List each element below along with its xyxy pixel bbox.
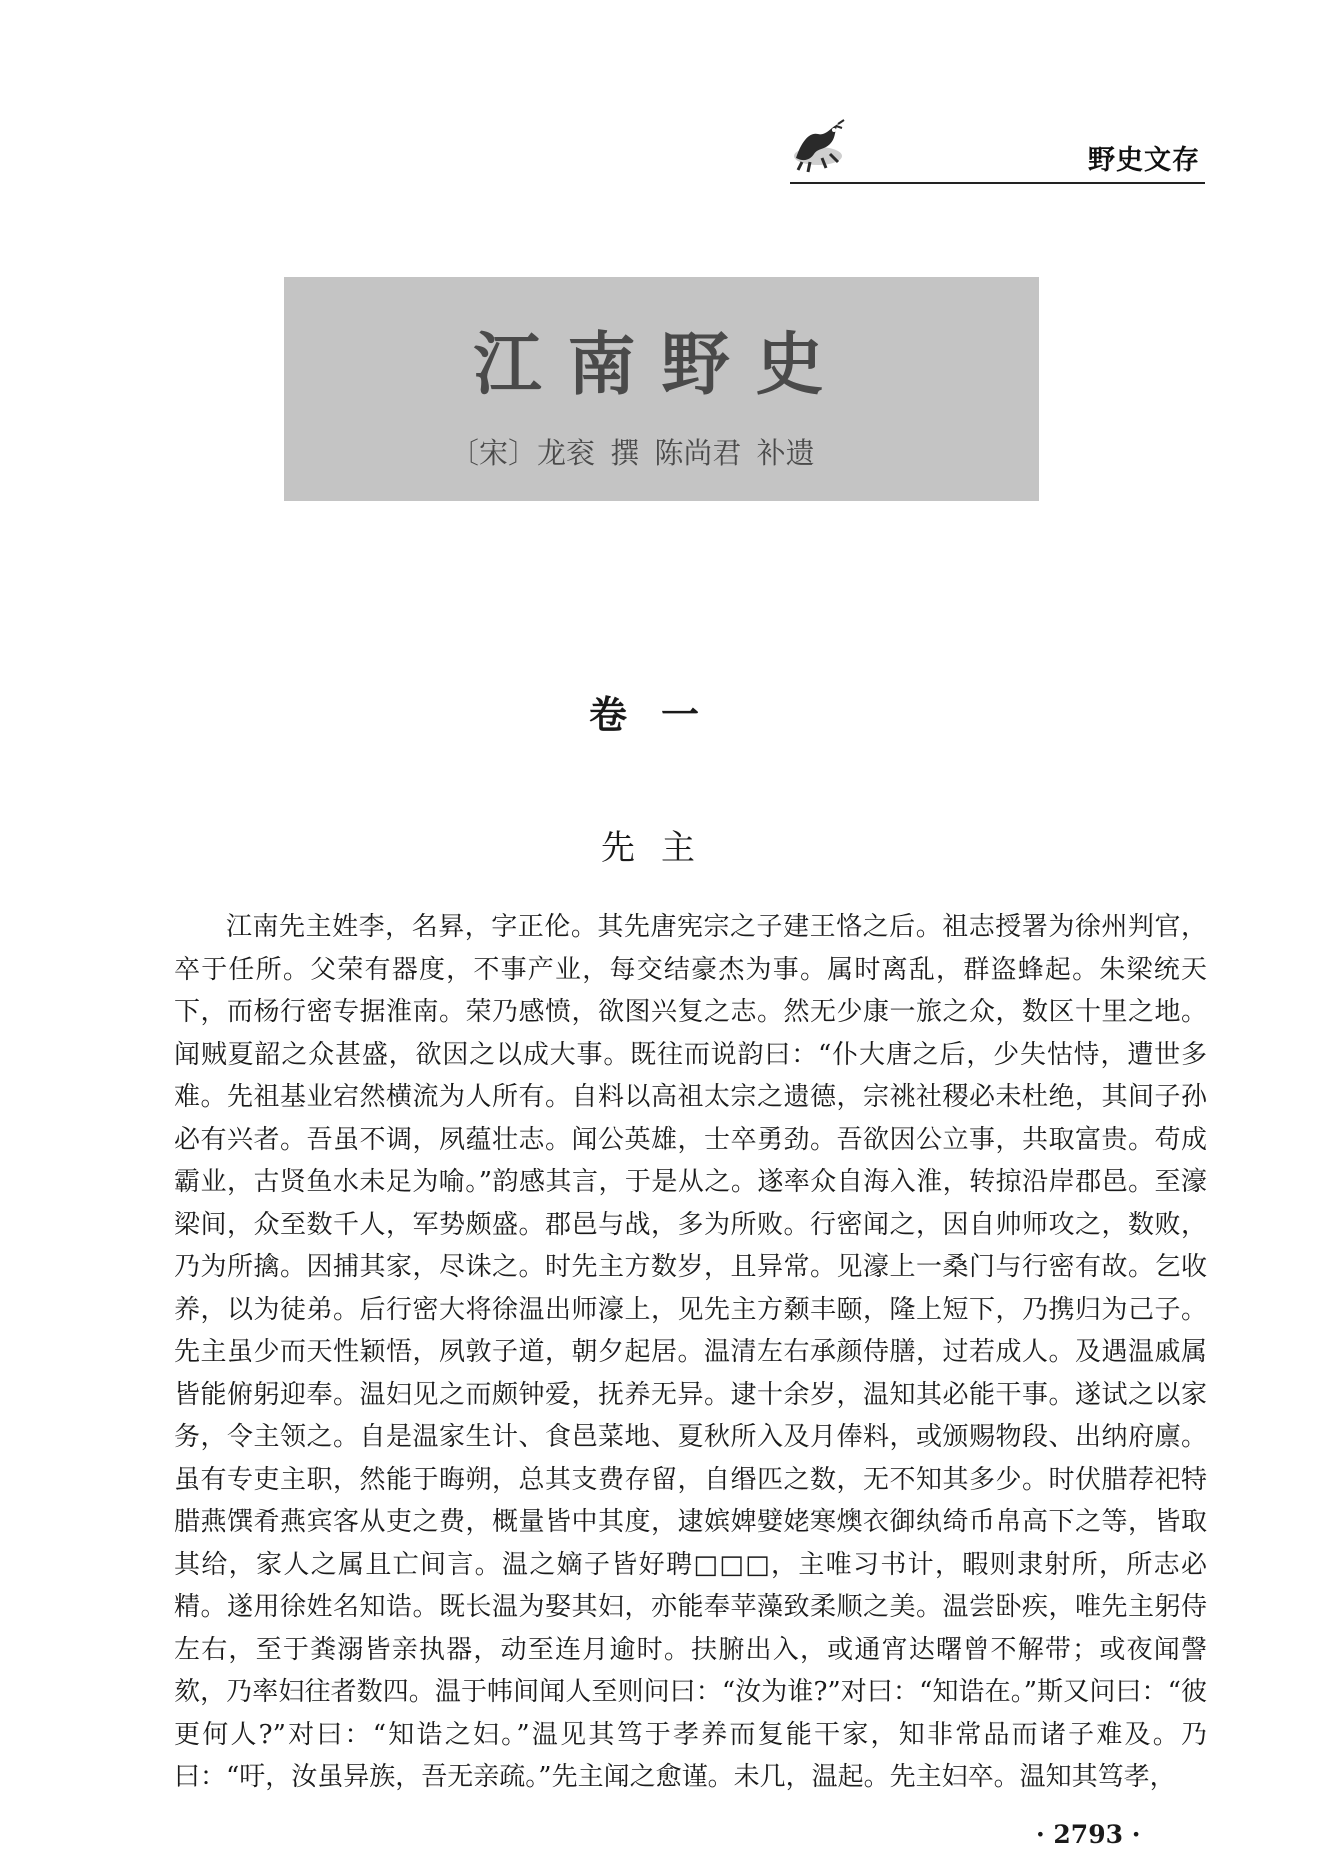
title-block bbox=[284, 277, 1039, 501]
section-heading: 先主 bbox=[601, 828, 721, 868]
dragon-emblem-icon bbox=[788, 118, 848, 178]
series-title: 野史文存 bbox=[1088, 145, 1200, 176]
book-title: 江南野史 bbox=[473, 325, 850, 405]
header-rule bbox=[790, 182, 1205, 184]
page-number: · 2793 · bbox=[1036, 1820, 1141, 1849]
author-line: 〔宋〕龙衮 撰 陈尚君 补遗 bbox=[450, 436, 815, 470]
body-paragraph: 江南先主姓李，名昪，字正伦。其先唐宪宗之子建王恪之后。祖志授署为徐州判官，卒于任所。父荣有器度，不事产业，每交结豪杰为事。属时离乱，群盗蜂起。朱梁统天下，而杨行密专据淮南。荣乃感愤，欲图兴复之志。然无少康一旅之众，数区十里之地。闻贼夏韶之众甚盛，欲因之以成大事。既往而说韵曰：“仆大唐之后，少失怙恃，遭世多难。先祖基业宕然横流为人所有。自料以高祖太宗之遗德，宗祧社稷必未杜绝，其间子孙必有兴者。吾虽不调，夙蕴壮志。闻公英雄，士卒勇劲。吾欲因公立事，共取富贵。苟成霸业，古贤鱼水未足为喻。”韵感其言，于是从之。遂率众自海入淮，转掠沿岸郡邑。至濠梁间，众至数千人，军势颇盛。郡邑与战，多为所败。行密闻之，因自帅师攻之，数败，乃为所擒。因捕其家，尽诛之。时先主方数岁，且异常。见濠上一桑门与行密有故。乞收养，以为徒弟。后行密大将徐温出师濠上，见先主方颡丰颐，隆上短下，乃携归为己子。先主虽少而天性颖悟，夙敦子道，朝夕起居。温清左右承颜侍膳，过若成人。及遇温戚属皆能俯躬迎奉。温妇见之而颇钟爱，抚养无异。逮十余岁，温知其必能干事。遂试之以家务，令主领之。自是温家生计、食邑菜地、夏秋所入及月俸料，或颁赐物段、出纳府廪。虽有专吏主职，然能于晦朔，总其支费存留，自缗匹之数，无不知其多少。时伏腊荐祀特腊燕馔肴燕宾客从吏之费，概量皆中其度，逮嫔婢嬖姥寒燠衣御纨绮币帛高下之等，皆取其给，家人之属且亡间言。温之嫡子皆好聘□□□，主唯习书计，暇则隶射所，所志必精。遂用徐姓名知诰。既长温为娶其妇，亦能奉苹藻致柔顺之美。温尝卧疾，唯先主躬侍左右，至于粪溺皆亲执器，动至连月逾时。扶腑出入，或通宵达曙曾不解带；或夜闻謦欬，乃率妇往者数四。温于帏间闻人至则问曰：“汝为谁?”对曰：“知诰在。”斯又问曰：“彼更何人?”对曰：“知诰之妇。”温见其笃于孝养而复能干家，知非常品而诸子难及。乃曰：“吁，汝虽异族，吾无亲疏。”先主闻之愈谨。未几，温起。先主妇卒。温知其笃孝， bbox=[174, 912, 1207, 1792]
chapter-heading: 卷一 bbox=[588, 693, 733, 737]
